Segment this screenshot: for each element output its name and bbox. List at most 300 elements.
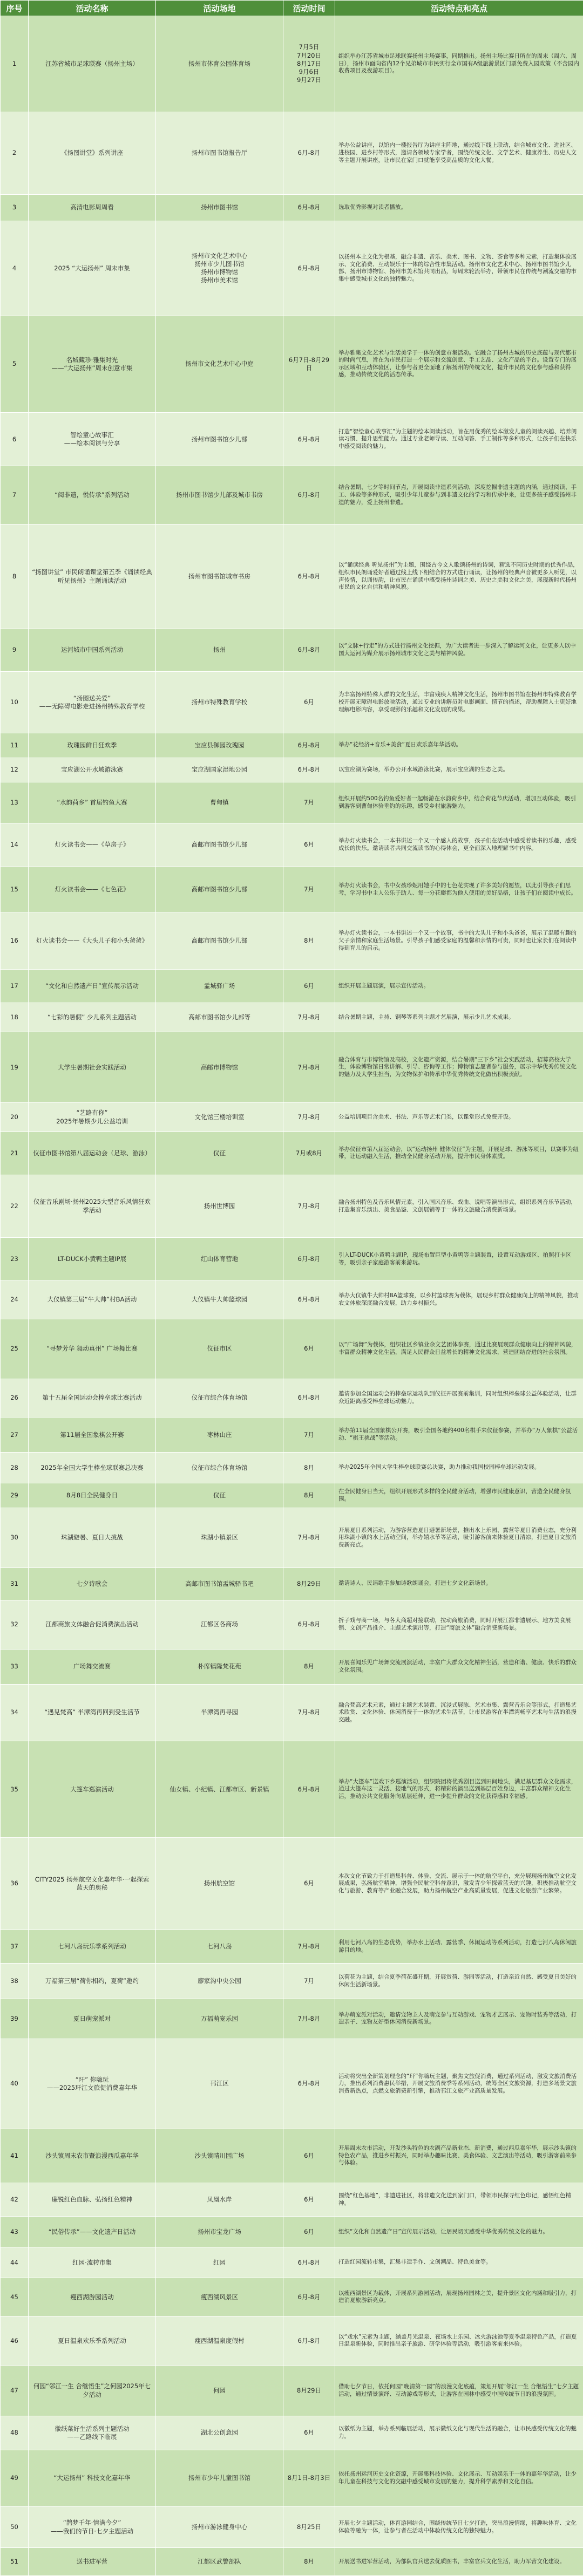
activity-time: 8月1日-8月3日: [283, 2450, 335, 2506]
activity-venue: 扬州市文化艺术中心中庭: [156, 316, 283, 412]
activity-venue: 扬州市图书馆报告厅: [156, 112, 283, 195]
activity-venue: 仙女镇、小纪镇、江都市区、新景镇: [156, 1741, 283, 1838]
activity-name: “民俗传承”——文化遗产日活动: [29, 2217, 156, 2247]
activity-venue: 廖家沟中央公园: [156, 1964, 283, 1999]
activity-name: “遇见梵高” 半潭湾再回到受生活节: [29, 1684, 156, 1741]
activity-name: 《扬图讲堂》系列讲座: [29, 112, 156, 195]
table-row: [1, 2450, 583, 2506]
row-index: 37: [1, 1930, 29, 1964]
activity-venue: 扬州市图书馆少儿部: [156, 412, 283, 466]
activity-name: 大仪镇第三届“牛大帅”村BA活动: [29, 1280, 156, 1319]
activity-name: 运河城市中国系列活动: [29, 629, 156, 672]
activity-time: 8月: [283, 1649, 335, 1684]
activity-time: 8月: [283, 2548, 335, 2576]
activity-features: 举办雅集文化艺术与生活美学于一体的创意市集活动。它融合了扬州古城的历史底蕴与现代都市的时尚气息，旨在为市民打造一个展示和交流创意、手工艺品、文化产品的平台。设置专门的展示区域和互动体验区，让参与者更全面地了解扬州的传统文化，提升市民的文化参与感和获得感，推动传统文化的活态传承。: [335, 316, 583, 412]
activity-time: 6月-8月: [283, 1741, 335, 1838]
activity-name: 灯火读书会——《大头儿子和小头爸爸》: [29, 912, 156, 969]
table-row: [1, 524, 583, 629]
activity-name: “寻梦芳华 舞动真州” 广场舞比赛: [29, 1319, 156, 1379]
row-index: 3: [1, 195, 29, 221]
activity-features: 融合扬州特色及音乐风情元素，引入国风音乐、戏曲、说唱等演出形式，组织系列音乐节活动，打造集音乐演出、美食品鉴、文创展销等于一体的文旅融合消费新场景。: [335, 1175, 583, 1238]
table-row: [1, 1600, 583, 1649]
activity-time: 6月-8月: [283, 2247, 335, 2278]
row-index: 49: [1, 2450, 29, 2506]
activity-time: 6月-8月: [283, 1280, 335, 1319]
activity-time: 6月-8月: [283, 221, 335, 316]
activity-time: 6月-8月: [283, 112, 335, 195]
table-row: [1, 1649, 583, 1684]
row-index: 6: [1, 412, 29, 466]
activity-name: 江苏省城市足球联赛（扬州主场）: [29, 16, 156, 112]
activity-features: 结合暑期、七夕等时间节点，开展阅读非遗系列活动，深度挖掘非遗主题的内涵，通过阅读、手工、体验等多种形式，吸引少年儿童参与到非遗文化的学习和传承中来，让更多孩子感受扬州非遗的魅力，爱上扬州非遗。: [335, 466, 583, 524]
activity-time: 6月-8月: [283, 1238, 335, 1281]
activity-time: 6月: [283, 2416, 335, 2450]
activity-features: 以徽纸为主题，举办系列临展活动，展示徽纸文化与现代生活的融合，让市民感受传统文化的魅力。: [335, 2416, 583, 2450]
activity-time: 6月: [283, 1319, 335, 1379]
activity-name: 宝应湖公开水域游泳赛: [29, 758, 156, 782]
row-index: 40: [1, 2039, 29, 2129]
activity-name: 瘦西湖游园活动: [29, 2278, 156, 2316]
row-index: 5: [1, 316, 29, 412]
table-row: [1, 782, 583, 824]
activity-name: 何园“邻江一生 合继悟生”之何园2025年七夕活动: [29, 2366, 156, 2416]
row-index: 1: [1, 16, 29, 112]
header-venue: 活动场地: [156, 1, 283, 16]
activity-venue: 扬州: [156, 629, 283, 672]
activity-name: 智绘童心故事汇 ——绘本阅读与分享: [29, 412, 156, 466]
activity-name: 七河八岛玩乐季系列活动: [29, 1930, 156, 1964]
activity-features: 依托扬州运河历史文化资源，开展集科技体验、文化展示、互动娱乐于一体的嘉年华活动，让少年儿童在科技与文化的交融中感受城市发展的魅力，提升科学素养和文化自信。: [335, 2450, 583, 2506]
table-row: [1, 629, 583, 672]
activity-time: 6月-8月: [283, 412, 335, 466]
activity-name: 第11届全国象棋公开赛: [29, 1417, 156, 1452]
row-index: 7: [1, 466, 29, 524]
row-index: 20: [1, 1103, 29, 1132]
table-row: [1, 758, 583, 782]
activity-time: 6月: [283, 1838, 335, 1930]
table-row: [1, 1417, 583, 1452]
activity-time: 7月-8月: [283, 1684, 335, 1741]
activity-time: 6月-8月: [283, 758, 335, 782]
activity-name: 万福第三届“荷你相约，夏荷”邀约: [29, 1964, 156, 1999]
table-row: [1, 867, 583, 912]
activity-features: 打造红园流转市集，汇集非遗手作、文创潮品、特色美食等。: [335, 2247, 583, 2278]
activity-name: “大运扬州” 科技文化嘉年华: [29, 2450, 156, 2506]
activity-time: 7月-8月: [283, 1032, 335, 1103]
row-index: 48: [1, 2416, 29, 2450]
table-row: [1, 316, 583, 412]
activity-features: 举办大仪镇牛大帅村BA篮球赛，以乡村篮球赛为载体，展现乡村群众健康向上的精神风貌，推动农文体旅深度融合发展，助力乡村振兴。: [335, 1280, 583, 1319]
row-index: 21: [1, 1132, 29, 1175]
row-index: 50: [1, 2506, 29, 2548]
table-row: [1, 733, 583, 758]
activity-name: “扬图送关爱” ——无障碍电影走进扬州特殊教育学校: [29, 672, 156, 733]
activity-name: “水韵荷乡” 首届钓鱼大赛: [29, 782, 156, 824]
row-index: 12: [1, 758, 29, 782]
activity-venue: 扬州世博园: [156, 1175, 283, 1238]
row-index: 36: [1, 1838, 29, 1930]
row-index: 30: [1, 1508, 29, 1568]
activity-features: 举办“花经济+音乐+美食”夏日欢乐嘉年华活动。: [335, 733, 583, 758]
table-row: [1, 1453, 583, 1483]
activity-features: 以“诵读经典 听见扬州”为主题，围绕古今文人歌颂扬州的诗词，精选不同历史时期的优秀作品，组织市民朗诵爱好者通过线上线下相结合的方式进行诵读，让扬州的经典声音被更多人听见，以声传情，以诵传韵，让市民在诵读中感受扬州诗词之美、历史之美和文化之美，展现新时代扬州市民的文化自信和精神风貌。: [335, 524, 583, 629]
activity-features: 开展七夕主题活动，体育游园结合，围绕传统节日七夕打造，突出浪漫情缘，将趣味体育、文化体验等融为一体，让参与者在活动中体验传统文化的独特魅力。: [335, 2506, 583, 2548]
table-row: [1, 2217, 583, 2247]
table-row: [1, 823, 583, 867]
activity-time: 6月-8月: [283, 733, 335, 758]
activity-name: “鹊梦千年·情满今夕” ——我们的节日·七夕主题活动: [29, 2506, 156, 2548]
activity-time: 6月-8月: [283, 1600, 335, 1649]
activity-features: 公益培训项目含美术、书法、声乐等艺术门类，以课堂形式免费开设。: [335, 1103, 583, 1132]
activity-time: 7月-8月: [283, 1930, 335, 1964]
table-header-row: [1, 1, 583, 16]
table-row: [1, 1103, 583, 1132]
activity-name: 江都商旅文体融合促消费演出活动: [29, 1600, 156, 1649]
table-row: [1, 466, 583, 524]
activity-venue: 高邮市图书馆盂城驿书吧: [156, 1568, 283, 1600]
activity-name: 廉锐红色血脉、弘扬红色精神: [29, 2183, 156, 2217]
activity-time: 8月: [283, 1453, 335, 1483]
activity-name: “艺路有你” 2025年暑期少儿公益培训: [29, 1103, 156, 1132]
activity-name: 第十五届全国运动会棒垒球比赛活动: [29, 1379, 156, 1417]
table-row: [1, 1508, 583, 1568]
activity-features: 举办公益讲座，以馆内一楼报告厅为讲座主阵地，通过线下线上联动，结合城市文化、进社区、进校园、进乡村等形式，邀请各领域专家学者，围绕传统文化、文学艺术、健康养生、历史人文等主题开展讲座，让市民在家门口就能享受高品质的文化大餐。: [335, 112, 583, 195]
table-row: [1, 1930, 583, 1964]
table-row: [1, 912, 583, 969]
activity-features: 为丰富扬州特殊人群的文化生活，丰富残疾人精神文化生活，扬州市图书馆在扬州市特殊教育学校开展无障碍电影放映活动，通过专业的讲解员对电影画面、情节的描述，帮助视障人士更好地理解电影内容，享受观影的乐趣和文化发展的成果。: [335, 672, 583, 733]
activity-venue: 仪征市综合体育场馆: [156, 1379, 283, 1417]
activity-features: 开展周末农市活动，开发沙头特色的农副产品新业态、新消费，通过西瓜嘉年华，展示沙头镇的特色农产品，推进乡村振兴，同时举办趣味比赛、美食体验、文艺演出等活动，吸引游客前来参与体验。: [335, 2129, 583, 2183]
activity-venue: 扬州市图书馆城市书房: [156, 524, 283, 629]
table-row: [1, 1379, 583, 1417]
activity-venue: 扬州市图书馆: [156, 195, 283, 221]
header-activity-name: 活动名称: [29, 1, 156, 16]
activity-name: “阅非遗，悦传承”系列活动: [29, 466, 156, 524]
activity-venue: 曹甸镇: [156, 782, 283, 824]
activity-venue: 红园: [156, 2247, 283, 2278]
activity-features: 在全民健身日当天，组织开展形式多样的全民健身活动，增强市民健康意识，营造全民健身氛围。: [335, 1483, 583, 1508]
activity-features: 借助七夕节日，依托何园“晚清第一园”的浪漫文化底蕴，策划开展“邻江一生 合继悟生”七夕主题活动，通过情景演绎、互动游戏等形式，让游客在园林中感受中国传统节日的浪漫氛围。: [335, 2366, 583, 2416]
activity-venue: 凤凰水岸: [156, 2183, 283, 2217]
activity-venue: 高邮市图书馆少儿部: [156, 867, 283, 912]
activity-name: 仪征音乐剧场·扬州2025大型音乐风情狂欢季活动: [29, 1175, 156, 1238]
activity-time: 8月: [283, 912, 335, 969]
activity-features: 组织“文化和自然遗产日”宣传展示活动，让居民切实感受中华优秀传统文化的魅力。: [335, 2217, 583, 2247]
table-row: [1, 1032, 583, 1103]
activity-name: 送书进军营: [29, 2548, 156, 2576]
table-row: [1, 16, 583, 112]
activity-venue: 何园: [156, 2366, 283, 2416]
activity-time: 6月-8月: [283, 524, 335, 629]
activity-time: 6月: [283, 969, 335, 1003]
activity-name: “扬图讲堂” 市民朗诵课堂第五季《诵读经典 听见扬州》主题诵读活动: [29, 524, 156, 629]
activity-venue: 朴席镇隆梵花苑: [156, 1649, 283, 1684]
activity-features: 活动将突出全新策划理念的“玕”你嗨玩主题，聚焦文旅促消费，通过系列活动，激发文旅消费活力，推出系列消费惠民举措，开展文旅消费季等系列活动，统筹全区文旅资源，打造多场景文旅消费新热点，点燃文旅消费新引擎，推动邗江文旅产业高质量发展。: [335, 2039, 583, 2129]
table-row: [1, 1838, 583, 1930]
activity-venue: 仪征: [156, 1132, 283, 1175]
row-index: 15: [1, 867, 29, 912]
activity-features: 以“广场舞”为载体，组织社区乡镇业余文艺团体参赛，通过比赛展现群众健康向上的精神风貌，丰富群众精神文化生活，满足人民群众日益增长的精神文化需求，营造团结奋进的社会氛围。: [335, 1319, 583, 1379]
activity-name: “文化和自然遗产日”宣传展示活动: [29, 969, 156, 1003]
activity-features: 组织举办江苏省城市足球联赛扬州主场赛事，同期推出。扬州主场比赛日所在的周末（周六、周日），扬州市面向省内12个兄弟城市市民实行全市国有A级旅游景区门票免费入园政策（不含园内收费项目及夜游项目）。: [335, 16, 583, 112]
activity-time: 7月: [283, 782, 335, 824]
activity-time: 6月-8月: [283, 195, 335, 221]
table-row: [1, 1280, 583, 1319]
table-row: [1, 1003, 583, 1032]
table-row: [1, 221, 583, 316]
activity-venue: 高邮市图书馆少儿部: [156, 912, 283, 969]
activity-time: 6月-8月: [283, 1379, 335, 1417]
table-row: [1, 1999, 583, 2039]
table-row: [1, 1238, 583, 1281]
table-row: [1, 672, 583, 733]
activity-venue: 盂城驿广场: [156, 969, 283, 1003]
activity-time: 7月-8月: [283, 1175, 335, 1238]
activity-features: 开展送书进军营活动，为部队官兵送去优质图书，丰富官兵文化生活，助力军营文化建设。: [335, 2548, 583, 2576]
activity-venue: 扬州市图书馆少儿部及城市书房: [156, 466, 283, 524]
row-index: 11: [1, 733, 29, 758]
activity-venue: 宝应县御园玫瑰园: [156, 733, 283, 758]
activity-name: 玫瑰园鲜日狂欢季: [29, 733, 156, 758]
table-row: [1, 1568, 583, 1600]
activity-time: 6月: [283, 2217, 335, 2247]
activity-venue: 邗江区: [156, 2039, 283, 2129]
activity-features: 开展夏日系列活动，为游客营造夏日避暑新场景，推出水上乐园、露营等夏日消费业态，充分利用珠湖小镇的水上活动空间，举办嬉水节等活动，吸引游客前来体验夏日清凉，打造夏日文旅消费新亮点。: [335, 1508, 583, 1568]
row-index: 17: [1, 969, 29, 1003]
activity-features: 折子戏与商一场，与各大商超对接联动，拉动商旅消费，同时开展江都非遗展示、地方美食展销、文创产品推介、主题艺术演出等，打造“商旅文体”融合消费新场景。: [335, 1600, 583, 1649]
activity-time: 8月: [283, 1483, 335, 1508]
row-index: 28: [1, 1453, 29, 1483]
activity-name: 高清电影周周看: [29, 195, 156, 221]
activity-name: 2025 “大运扬州” 周末市集: [29, 221, 156, 316]
table-row: [1, 2316, 583, 2366]
activity-venue: 仪征市综合体育场馆: [156, 1453, 283, 1483]
activity-time: 7月: [283, 1417, 335, 1452]
activity-time: 8月29日: [283, 2366, 335, 2416]
activity-venue: 半潭湾再寻园: [156, 1684, 283, 1741]
table-row: [1, 2366, 583, 2416]
activity-features: 围绕“红色基地”，非遗进社区，将非遗文化送到家门口，带领市民探寻红色印记，感悟红色精神。: [335, 2183, 583, 2217]
activity-features: 融合体育与市博物馆及高校，文化遗产资源，结合暑期“三下乡”社会实践活动，招募高校大学生，体验博物馆日常讲解、引导、咨询等工作；博物馆志愿者参与服务，展示中华优秀传统文化的魅力及大学生担当，为文物保护和传承中华优秀传统文化做出积极贡献。: [335, 1032, 583, 1103]
activity-venue: 扬州市少年儿童图书馆: [156, 2450, 283, 2506]
table-row: [1, 2039, 583, 2129]
activity-features: 举办第11届全国象棋公开赛，吸引全国各地约400名棋手来仪征参赛，并举办“万人象棋”公益活动、“棋王挑战”等活动。: [335, 1417, 583, 1452]
activity-name: 徽纸菜好生活系列主题活动 ——乙路线下临展: [29, 2416, 156, 2450]
activity-name: 七夕诗歌会: [29, 1568, 156, 1600]
row-index: 16: [1, 912, 29, 969]
row-index: 4: [1, 221, 29, 316]
activity-features: 以荷花为主题，结合夏季荷花盛开期，开展赏荷、游园等活动，打造亲近自然、感受夏日美好的休闲生活新场景。: [335, 1964, 583, 1999]
row-index: 31: [1, 1568, 29, 1600]
activity-time: 7月-8月: [283, 1103, 335, 1132]
row-index: 46: [1, 2316, 29, 2366]
activity-features: 选取优秀影视对读者播放。: [335, 195, 583, 221]
activity-venue: 枣林山庄: [156, 1417, 283, 1452]
row-index: 19: [1, 1032, 29, 1103]
table-row: [1, 1741, 583, 1838]
table-row: [1, 2506, 583, 2548]
row-index: 24: [1, 1280, 29, 1319]
activity-features: 以“戏水”元素为主题，涵盖月光温泉、夜场水上乐园、冰火游泳池等夏季温泉特色产品，打造夏日温泉新体验，同时推出亲子旅游、研学体验等活动，吸引游客前来体验。: [335, 2316, 583, 2366]
activity-venue: 高邮市图书馆少儿部: [156, 823, 283, 867]
activity-features: 举办灯火读书会，书中女孩珍妮用她手中的七色花实现了许多美好的愿望，以此引导孩子们思考，学习书中主人公乐于助人、每一分花瓣都为他人使用的美好品格，让孩子们在阅读中成长。: [335, 867, 583, 912]
activity-features: 利用七河八岛的生态优势，举办水上活动、露营季、休闲运动等系列活动，打造七河八岛休闲旅游目的地。: [335, 1930, 583, 1964]
table-row: [1, 2278, 583, 2316]
activity-venue: 瘦西湖风景区: [156, 2278, 283, 2316]
activity-features: 举办灯火读书会，一本书讲述一个又一个感人的故事，孩子们在活动中感受着读书的乐趣，感受成长的快乐。邀请读者共同交流读书的心得体会，更全面深入地理解书中内容。: [335, 823, 583, 867]
activity-venue: 扬州市文化艺术中心 扬州市少儿图书馆 扬州市博物馆 扬州市美术馆: [156, 221, 283, 316]
table-row: [1, 1132, 583, 1175]
activity-time: 8月25日: [283, 2506, 335, 2548]
activity-features: 邀请诗人、民谣歌手参加诗歌朗诵会，打造七夕文化新场景。: [335, 1568, 583, 1600]
activity-name: 仪征市图书馆第八届运动会（足球、游泳）: [29, 1132, 156, 1175]
table-row: [1, 2416, 583, 2450]
activity-time: 6月-8月: [283, 2316, 335, 2366]
activity-features: 以扬州本土文化为根基，融合非遗、音乐、美术、图书、文物、茶食等多种元素，打造集体验展示、文化消费、互动娱乐于一体的综合性市集活动。扬州市文化艺术中心、扬州市图书馆少儿部、扬州市博物馆、扬州市美术馆共同出品，每周末轮流举办，带领市民在传统与潮流交融的市集中感受城市文化的独特魅力。: [335, 221, 583, 316]
activity-venue: 仪征市区: [156, 1319, 283, 1379]
activity-features: 举办“大篷车”送戏下乡巡演活动，组织院团将优秀剧目送到田间地头，满足基层群众文化需求，通过大篷车这一灵活、接地气的形式，将精彩的演出送到基层百姓身边，丰富群众精神文化生活，推动公共文化服务向基层延伸，进一步提升群众的文化获得感和幸福感。: [335, 1741, 583, 1838]
activity-venue: 七河八岛: [156, 1930, 283, 1964]
activity-features: 组织开展约500名钓鱼爱好者一起畅游在水韵荷乡中，结合荷花节庆活动，增加互动体验，吸引到游客到曹甸体验垂钓的乐趣，感受乡村旅游魅力。: [335, 782, 583, 824]
activity-name: 红园·流转市集: [29, 2247, 156, 2278]
row-index: 23: [1, 1238, 29, 1281]
table-row: [1, 2247, 583, 2278]
activity-time: 6月: [283, 2129, 335, 2183]
row-index: 9: [1, 629, 29, 672]
activity-features: 举办萌宠派对活动，邀请宠物主人及萌宠参与互动游戏、宠物才艺展示、宠物时装秀等活动，打造亲子、宠物友好型休闲消费新场景。: [335, 1999, 583, 2039]
activity-time: 7月: [283, 867, 335, 912]
activity-time: 7月: [283, 1964, 335, 1999]
table-row: [1, 1319, 583, 1379]
activity-venue: 湖北公创意园: [156, 2416, 283, 2450]
header-index: 序号: [1, 1, 29, 16]
row-index: 32: [1, 1600, 29, 1649]
activity-time: 7月或8月: [283, 1132, 335, 1175]
activity-name: 广场舞交流赛: [29, 1649, 156, 1684]
activity-venue: 仪征: [156, 1483, 283, 1508]
activity-venue: 扬州市特殊教育学校: [156, 672, 283, 733]
activity-venue: 红山体育营地: [156, 1238, 283, 1281]
activity-time: 7月5日 7月20日 8月17日 9月6日 9月27日: [283, 16, 335, 112]
row-index: 10: [1, 672, 29, 733]
row-index: 47: [1, 2366, 29, 2416]
table-row: [1, 1175, 583, 1238]
activity-features: 以瘦西湖景区为载体，开展系列游园活动，展现扬州园林之美，提升景区文化内涵和吸引力，打造消夏旅游新亮点。: [335, 2278, 583, 2316]
activity-name: 灯火读书会——《七色花》: [29, 867, 156, 912]
row-index: 41: [1, 2129, 29, 2183]
activity-time: 6月7日-8月29日: [283, 316, 335, 412]
row-index: 45: [1, 2278, 29, 2316]
row-index: 51: [1, 2548, 29, 2576]
activity-venue: 沙头镇晴川园广场: [156, 2129, 283, 2183]
table-row: [1, 2129, 583, 2183]
table-row: [1, 195, 583, 221]
row-index: 26: [1, 1379, 29, 1417]
row-index: 29: [1, 1483, 29, 1508]
table-row: [1, 1684, 583, 1741]
row-index: 25: [1, 1319, 29, 1379]
activity-name: 8月8日全民健身日: [29, 1483, 156, 1508]
table-row: [1, 1964, 583, 1999]
activity-features: 打造“智绘童心故事汇”为主题的绘本阅读活动，旨在用优秀的绘本激发儿童的阅读兴趣、培养阅读习惯、提升思维能力。通过专业老师导读、互动问答、手工制作等多种形式，让孩子们在快乐中感受阅读的魅力。: [335, 412, 583, 466]
header-time: 活动时间: [283, 1, 335, 16]
activity-name: LT-DUCK小黄鸭主题IP展: [29, 1238, 156, 1281]
activity-features: 举办2025年全国大学生棒垒球联赛总决赛，助力推动我国校园棒垒球运动发展。: [335, 1453, 583, 1483]
activity-name: 大篷车巡演活动: [29, 1741, 156, 1838]
activity-time: 6月: [283, 2183, 335, 2217]
activity-features: 引入LT-DUCK小黄鸭主题IP，现场布置巨型小黄鸭等主题装置，设置互动游戏区、拍照打卡区等，吸引亲子家庭游客前来游玩。: [335, 1238, 583, 1281]
row-index: 34: [1, 1684, 29, 1741]
activity-name: “七彩的暑假” 少儿系列主题活动: [29, 1003, 156, 1032]
table-row: [1, 969, 583, 1003]
activity-time: 7月-8月: [283, 1999, 335, 2039]
activity-time: 7月-8月: [283, 1003, 335, 1032]
activity-time: 6月: [283, 823, 335, 867]
activity-name: “玕” 你嗨玩 ——2025玕江文旅促消费嘉年华: [29, 2039, 156, 2129]
row-index: 43: [1, 2217, 29, 2247]
activity-name: 名城藏珍·雅集时光 ——“大运扬州”周末创意市集: [29, 316, 156, 412]
activity-venue: 大仪镇牛大帅篮球园: [156, 1280, 283, 1319]
activity-name: CITY2025 扬州航空文化嘉年华·一起探索蓝天的奥秘: [29, 1838, 156, 1930]
activity-venue: 珠湖小镇景区: [156, 1508, 283, 1568]
row-index: 33: [1, 1649, 29, 1684]
activity-venue: 扬州市体育公园体育场: [156, 16, 283, 112]
activity-name: 沙头镇周末农市暨浪漫西瓜嘉年华: [29, 2129, 156, 2183]
activity-features: 以“文脉+行走”的方式进行扬州文化挖掘，为广大读者进一步深入了解运河文化，让更多人以中国大运河为媒介展示扬州城市文化之美与精神风貌。: [335, 629, 583, 672]
activity-venue: 江都区各商场: [156, 1600, 283, 1649]
activity-venue: 文化馆三楼培训室: [156, 1103, 283, 1132]
row-index: 38: [1, 1964, 29, 1999]
activity-features: 举办灯火读书会，一本书讲述一个又一个故事，书中的大头儿子和小头爸爸，展示了温暖有趣的父子亲情和家庭生活场景。引导孩子们感受家庭的温馨和亲情的可贵，同时也让家长们在阅读中得到育儿的启示。: [335, 912, 583, 969]
activity-time: 8月29日: [283, 1568, 335, 1600]
table-row: [1, 1483, 583, 1508]
row-index: 22: [1, 1175, 29, 1238]
table-row: [1, 2183, 583, 2217]
activity-time: 6月: [283, 672, 335, 733]
row-index: 44: [1, 2247, 29, 2278]
table-row: [1, 412, 583, 466]
row-index: 8: [1, 524, 29, 629]
row-index: 18: [1, 1003, 29, 1032]
activity-name: 大学生暑期社会实践活动: [29, 1032, 156, 1103]
activity-features: 融合梵高艺术元素，通过主题艺术装置、沉浸式展陈、艺术市集、露营音乐会等形式，打造集艺术欣赏、文化体验、休闲消费于一体的艺术生活节，让市民游客在半潭湾畅享艺术与生活的浪漫交融。: [335, 1684, 583, 1741]
row-index: 14: [1, 823, 29, 867]
activity-venue: 扬州航空馆: [156, 1838, 283, 1930]
table-row: [1, 112, 583, 195]
activity-venue: 宝应湖国家湿地公园: [156, 758, 283, 782]
activity-name: 夏日温泉欢乐季系列活动: [29, 2316, 156, 2366]
activity-features: 开展喜闻乐见广场舞交流展演活动，丰富广大群众文化精神生活，营造和谐、健康、快乐的群众文化氛围。: [335, 1649, 583, 1684]
activity-venue: 瘦西湖温泉度假村: [156, 2316, 283, 2366]
activity-venue: 高邮市图书馆少儿部等: [156, 1003, 283, 1032]
header-features: 活动特点和亮点: [335, 1, 583, 16]
activity-features: 邀请参加全国运动会的棒垒球运动队到仪征开展赛前集训，同时组织棒垒球公益体验活动，让群众近距离感受棒垒球运动魅力。: [335, 1379, 583, 1417]
activity-time: 6月-8月: [283, 2039, 335, 2129]
activity-venue: 万福萌宠乐园: [156, 1999, 283, 2039]
activity-name: 夏日萌宠派对: [29, 1999, 156, 2039]
activity-venue: 扬州市宝龙广场: [156, 2217, 283, 2247]
activity-name: 2025年全国大学生棒垒球联赛总决赛: [29, 1453, 156, 1483]
row-index: 39: [1, 1999, 29, 2039]
activity-time: 6月-8月: [283, 2278, 335, 2316]
row-index: 35: [1, 1741, 29, 1838]
activity-features: 组织开展主题展演，展示宣传活动。: [335, 969, 583, 1003]
row-index: 13: [1, 782, 29, 824]
activity-features: 以宝应湖为赛场，举办公开水域游泳比赛，展示宝应湖的生态之美。: [335, 758, 583, 782]
activity-name: 珠湖避暑、夏日大挑战: [29, 1508, 156, 1568]
table-row: [1, 2548, 583, 2576]
activity-venue: 扬州市游泳健身中心: [156, 2506, 283, 2548]
